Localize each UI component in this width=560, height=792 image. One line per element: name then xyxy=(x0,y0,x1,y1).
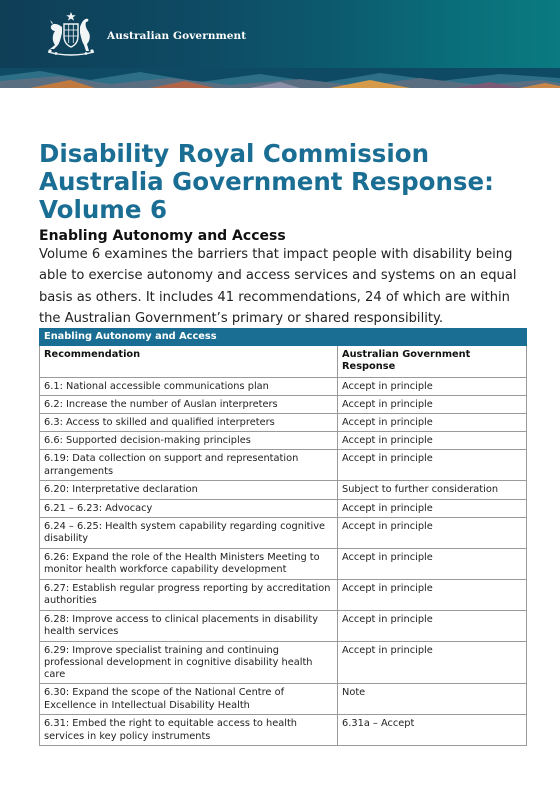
government-name: Australian Government xyxy=(107,30,247,42)
recommendation-cell: 6.6: Supported decision-making principles xyxy=(40,432,338,450)
table-row xyxy=(40,715,527,746)
response-cell: Accept in principle xyxy=(338,450,527,481)
recommendation-cell: 6.21 – 6.23: Advocacy xyxy=(40,499,338,517)
response-cell: Accept in principle xyxy=(338,414,527,432)
response-cell: Accept in principle xyxy=(338,517,527,548)
header-banner xyxy=(0,0,560,88)
coat-of-arms-icon xyxy=(42,11,100,57)
response-cell: Note xyxy=(338,684,527,715)
title-line-1: Disability Royal Commission xyxy=(39,139,430,168)
table-row xyxy=(40,610,527,641)
response-cell: Subject to further consideration xyxy=(338,481,527,499)
page-title xyxy=(39,140,519,224)
recommendation-cell: 6.31: Embed the right to equitable access to health services in key policy instruments xyxy=(40,715,338,746)
response-cell: Accept in principle xyxy=(338,548,527,579)
table-section-header-row xyxy=(40,329,527,346)
response-cell: Accept in principle xyxy=(338,641,527,684)
response-cell: Accept in principle xyxy=(338,579,527,610)
recommendation-cell: 6.1: National accessible communications plan xyxy=(40,377,338,395)
recommendation-cell: 6.24 – 6.25: Health system capability regarding cognitive disability xyxy=(40,517,338,548)
recommendation-cell: 6.28: Improve access to clinical placements in disability health services xyxy=(40,610,338,641)
response-cell: Accept in principle xyxy=(338,499,527,517)
section-subtitle: Enabling Autonomy and Access xyxy=(39,228,286,244)
response-cell: Accept in principle xyxy=(338,610,527,641)
table-row xyxy=(40,548,527,579)
title-line-2: Australia Government Response: xyxy=(39,167,494,196)
recommendation-cell: 6.27: Establish regular progress reporting by accreditation authorities xyxy=(40,579,338,610)
recommendation-cell: 6.20: Interpretative declaration xyxy=(40,481,338,499)
table-row xyxy=(40,450,527,481)
recommendation-cell: 6.3: Access to skilled and qualified interpreters xyxy=(40,414,338,432)
intro-paragraph: Volume 6 examines the barriers that impact people with disability being able to exercise autonomy and access services and systems on an equal basis as others. It includes 41 recommendations, 24 of which are within the Australian Government’s primary or shared responsibility. xyxy=(39,247,517,326)
response-cell: 6.31a – Accept xyxy=(338,715,527,746)
table-row xyxy=(40,641,527,684)
recommendations-table xyxy=(39,328,527,746)
column-header-recommendation: Recommendation xyxy=(40,346,338,377)
table-row xyxy=(40,579,527,610)
table-row xyxy=(40,517,527,548)
response-cell: Accept in principle xyxy=(338,432,527,450)
recommendation-cell: 6.19: Data collection on support and representation arrangements xyxy=(40,450,338,481)
table-row xyxy=(40,395,527,413)
response-cell: Accept in principle xyxy=(338,395,527,413)
table-section-title: Enabling Autonomy and Access xyxy=(40,329,527,346)
column-header-response: Australian Government Response xyxy=(338,346,527,377)
table-row xyxy=(40,684,527,715)
recommendation-cell: 6.29: Improve specialist training and continuing professional development in cognitive disability health care xyxy=(40,641,338,684)
table-row xyxy=(40,432,527,450)
banner-decorative-stripe xyxy=(0,68,560,88)
title-line-3: Volume 6 xyxy=(39,195,168,224)
table-column-header-row xyxy=(40,346,527,377)
table-row xyxy=(40,481,527,499)
response-cell: Accept in principle xyxy=(338,377,527,395)
table-row xyxy=(40,377,527,395)
recommendation-cell: 6.2: Increase the number of Auslan interpreters xyxy=(40,395,338,413)
recommendation-cell: 6.26: Expand the role of the Health Ministers Meeting to monitor health workforce capability development xyxy=(40,548,338,579)
table-row xyxy=(40,499,527,517)
recommendation-cell: 6.30: Expand the scope of the National Centre of Excellence in Intellectual Disability Health xyxy=(40,684,338,715)
table-row xyxy=(40,414,527,432)
